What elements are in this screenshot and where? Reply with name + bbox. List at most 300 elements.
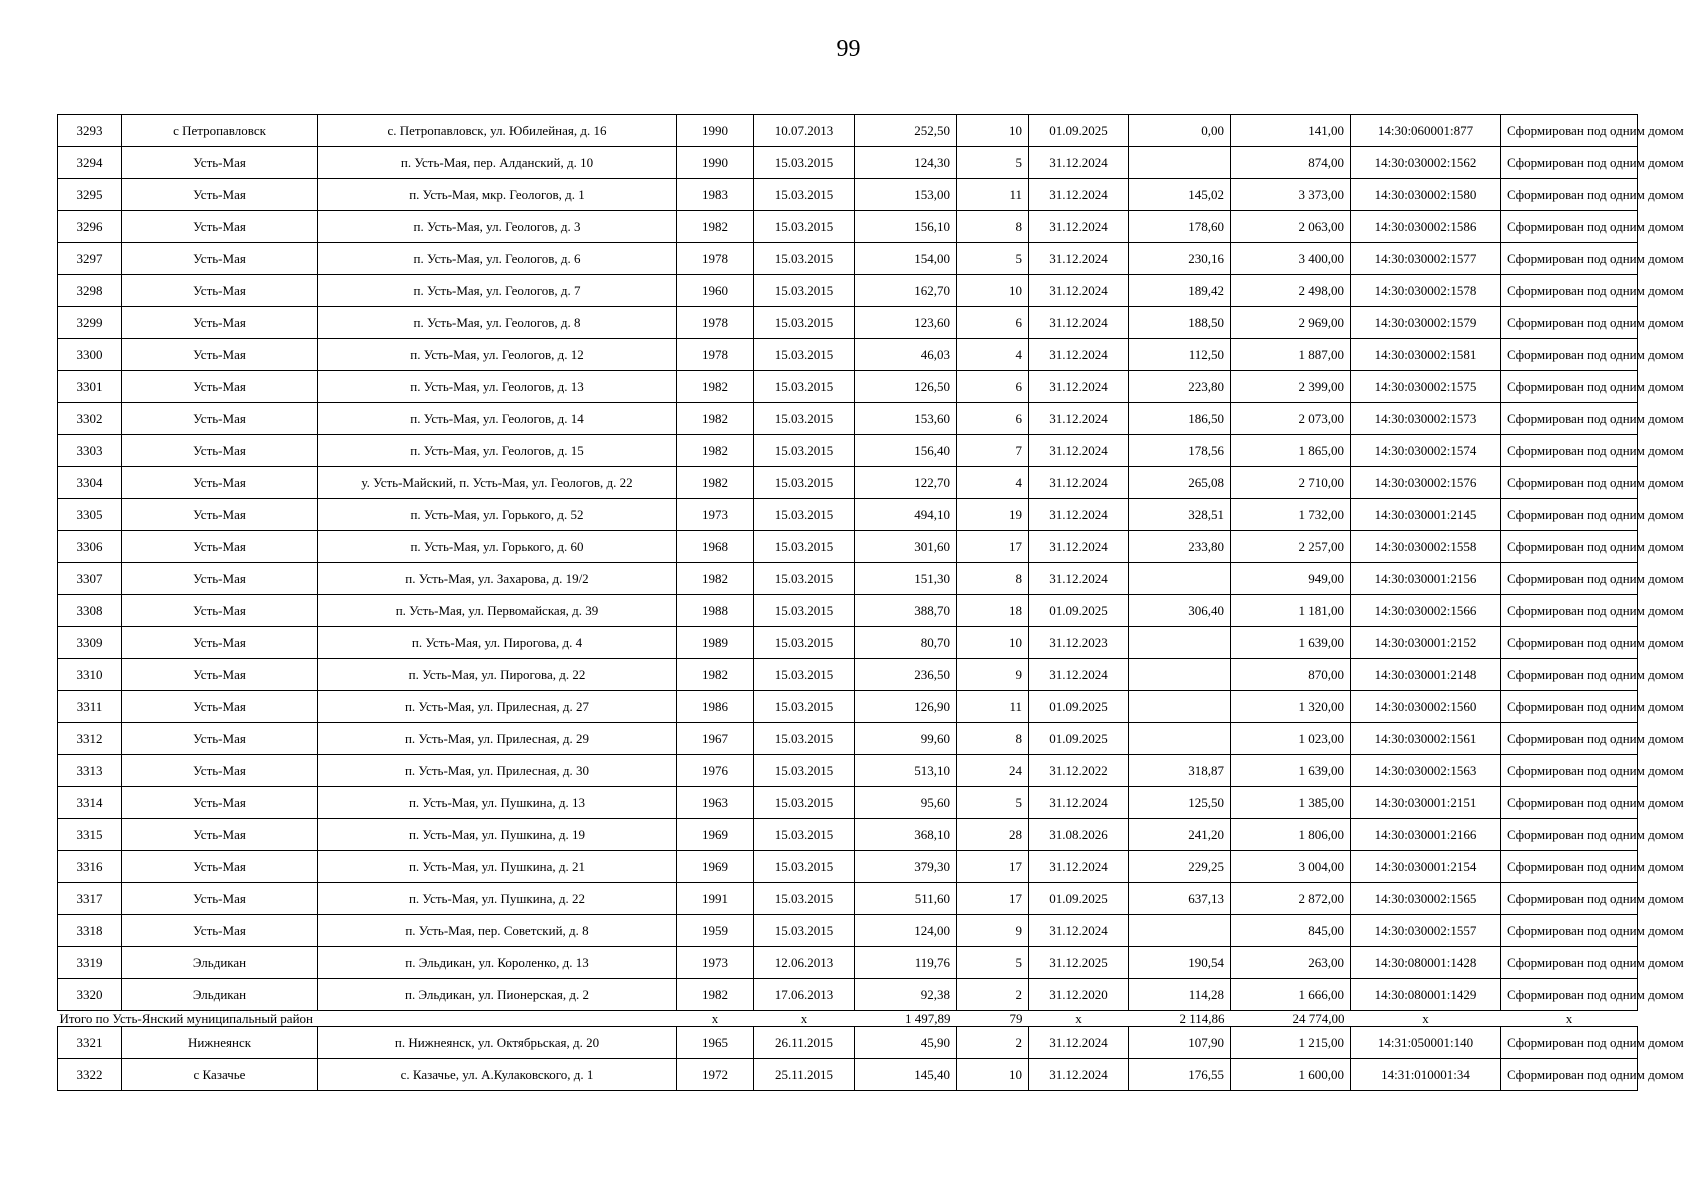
- row-number-cell: 3303: [58, 435, 122, 467]
- table-row: [58, 435, 1638, 467]
- total-sum-cell: 24 774,00: [1231, 1011, 1351, 1027]
- row-number-cell: 3314: [58, 787, 122, 819]
- date-cell: 15.03.2015: [754, 531, 855, 563]
- area-cell: 124,00: [855, 915, 957, 947]
- date-cell: 15.03.2015: [754, 467, 855, 499]
- status-cell: Сформирован под одним домом: [1501, 467, 1638, 499]
- total-cadastral-cell: x: [1351, 1011, 1501, 1027]
- cadastral-cell: 14:30:080001:1429: [1351, 979, 1501, 1011]
- date-cell: 15.03.2015: [754, 755, 855, 787]
- address-cell: п. Усть-Мая, ул. Прилесная, д. 30: [318, 755, 677, 787]
- status-cell: Сформирован под одним домом: [1501, 211, 1638, 243]
- sum-cell: 3 004,00: [1231, 851, 1351, 883]
- area-cell: 154,00: [855, 243, 957, 275]
- status-cell: Сформирован под одним домом: [1501, 563, 1638, 595]
- cadastral-cell: 14:30:030002:1573: [1351, 403, 1501, 435]
- sum-cell: 1 600,00: [1231, 1059, 1351, 1091]
- locality-cell: Усть-Мая: [122, 403, 318, 435]
- address-cell: п. Усть-Мая, ул. Пирогова, д. 4: [318, 627, 677, 659]
- locality-cell: Усть-Мая: [122, 339, 318, 371]
- cadastral-cell: 14:30:030002:1574: [1351, 435, 1501, 467]
- area2-cell: 114,28: [1129, 979, 1231, 1011]
- total-deadline-cell: x: [1029, 1011, 1129, 1027]
- locality-cell: Усть-Мая: [122, 883, 318, 915]
- register-table-body: [58, 115, 1684, 1091]
- date-cell: 15.03.2015: [754, 915, 855, 947]
- year-cell: 1973: [677, 947, 754, 979]
- deadline-cell: 31.12.2024: [1029, 467, 1129, 499]
- status-cell: Сформирован под одним домом: [1501, 691, 1638, 723]
- area-cell: 153,60: [855, 403, 957, 435]
- cadastral-cell: 14:30:030001:2154: [1351, 851, 1501, 883]
- deadline-cell: 31.12.2024: [1029, 915, 1129, 947]
- cadastral-cell: 14:30:030002:1566: [1351, 595, 1501, 627]
- cadastral-cell: 14:30:030001:2156: [1351, 563, 1501, 595]
- year-cell: 1982: [677, 435, 754, 467]
- locality-cell: Усть-Мая: [122, 243, 318, 275]
- register-table: [57, 114, 1684, 1091]
- deadline-cell: 01.09.2025: [1029, 723, 1129, 755]
- date-cell: 15.03.2015: [754, 659, 855, 691]
- locality-cell: Усть-Мая: [122, 179, 318, 211]
- row-number-cell: 3295: [58, 179, 122, 211]
- address-cell: п. Усть-Мая, ул. Прилесная, д. 29: [318, 723, 677, 755]
- date-cell: 15.03.2015: [754, 595, 855, 627]
- cadastral-cell: 14:30:030001:2151: [1351, 787, 1501, 819]
- deadline-cell: 01.09.2025: [1029, 115, 1129, 147]
- cadastral-cell: 14:30:030002:1563: [1351, 755, 1501, 787]
- sum-cell: 1 806,00: [1231, 819, 1351, 851]
- cadastral-cell: 14:30:030002:1576: [1351, 467, 1501, 499]
- deadline-cell: 31.12.2024: [1029, 531, 1129, 563]
- table-row: [58, 1059, 1638, 1091]
- status-cell: Сформирован под одним домом: [1501, 979, 1638, 1011]
- address-cell: п. Усть-Мая, ул. Геологов, д. 12: [318, 339, 677, 371]
- status-cell: Сформирован под одним домом: [1501, 819, 1638, 851]
- area-cell: 388,70: [855, 595, 957, 627]
- deadline-cell: 31.12.2024: [1029, 563, 1129, 595]
- deadline-cell: 31.12.2024: [1029, 851, 1129, 883]
- year-cell: 1982: [677, 211, 754, 243]
- locality-cell: Усть-Мая: [122, 755, 318, 787]
- count-cell: 5: [957, 947, 1029, 979]
- sum-cell: 949,00: [1231, 563, 1351, 595]
- row-number-cell: 3311: [58, 691, 122, 723]
- area-cell: 45,90: [855, 1027, 957, 1059]
- row-number-cell: 3307: [58, 563, 122, 595]
- status-cell: Сформирован под одним домом: [1501, 179, 1638, 211]
- date-cell: 15.03.2015: [754, 627, 855, 659]
- cadastral-cell: 14:30:030001:2166: [1351, 819, 1501, 851]
- deadline-cell: 31.12.2024: [1029, 1027, 1129, 1059]
- date-cell: 15.03.2015: [754, 179, 855, 211]
- cadastral-cell: 14:30:030001:2148: [1351, 659, 1501, 691]
- address-cell: п. Усть-Мая, ул. Пушкина, д. 19: [318, 819, 677, 851]
- row-number-cell: 3305: [58, 499, 122, 531]
- sum-cell: 2 063,00: [1231, 211, 1351, 243]
- status-cell: Сформирован под одним домом: [1501, 275, 1638, 307]
- area-cell: 126,90: [855, 691, 957, 723]
- locality-cell: Усть-Мая: [122, 627, 318, 659]
- table-row: [58, 307, 1638, 339]
- row-number-cell: 3310: [58, 659, 122, 691]
- row-number-cell: 3309: [58, 627, 122, 659]
- row-number-cell: 3321: [58, 1027, 122, 1059]
- date-cell: 15.03.2015: [754, 851, 855, 883]
- area-cell: 151,30: [855, 563, 957, 595]
- address-cell: п. Эльдикан, ул. Короленко, д. 13: [318, 947, 677, 979]
- cadastral-cell: 14:30:080001:1428: [1351, 947, 1501, 979]
- deadline-cell: 31.12.2024: [1029, 147, 1129, 179]
- address-cell: у. Усть-Майский, п. Усть-Мая, ул. Геологов, д. 22: [318, 467, 677, 499]
- status-cell: Сформирован под одним домом: [1501, 1059, 1638, 1091]
- cadastral-cell: 14:30:030002:1558: [1351, 531, 1501, 563]
- area2-cell: [1129, 691, 1231, 723]
- locality-cell: с Казачье: [122, 1059, 318, 1091]
- cadastral-cell: 14:30:030001:2152: [1351, 627, 1501, 659]
- area2-cell: 230,16: [1129, 243, 1231, 275]
- deadline-cell: 31.12.2024: [1029, 339, 1129, 371]
- count-cell: 17: [957, 531, 1029, 563]
- area-cell: 123,60: [855, 307, 957, 339]
- status-cell: Сформирован под одним домом: [1501, 339, 1638, 371]
- count-cell: 6: [957, 403, 1029, 435]
- date-cell: 10.07.2013: [754, 115, 855, 147]
- table-row: [58, 659, 1638, 691]
- date-cell: 15.03.2015: [754, 275, 855, 307]
- cadastral-cell: 14:30:030001:2145: [1351, 499, 1501, 531]
- address-cell: п. Усть-Мая, ул. Прилесная, д. 27: [318, 691, 677, 723]
- date-cell: 15.03.2015: [754, 787, 855, 819]
- locality-cell: Усть-Мая: [122, 915, 318, 947]
- year-cell: 1982: [677, 979, 754, 1011]
- deadline-cell: 31.12.2024: [1029, 435, 1129, 467]
- locality-cell: Нижнеянск: [122, 1027, 318, 1059]
- count-cell: 6: [957, 307, 1029, 339]
- address-cell: п. Усть-Мая, ул. Геологов, д. 7: [318, 275, 677, 307]
- total-year-cell: x: [677, 1011, 754, 1027]
- area2-cell: 178,60: [1129, 211, 1231, 243]
- area-cell: 80,70: [855, 627, 957, 659]
- area-cell: 368,10: [855, 819, 957, 851]
- year-cell: 1982: [677, 563, 754, 595]
- table-row: [58, 627, 1638, 659]
- sum-cell: 2 399,00: [1231, 371, 1351, 403]
- deadline-cell: 31.12.2024: [1029, 371, 1129, 403]
- count-cell: 9: [957, 659, 1029, 691]
- deadline-cell: 31.12.2024: [1029, 211, 1129, 243]
- area2-cell: [1129, 723, 1231, 755]
- row-number-cell: 3299: [58, 307, 122, 339]
- area2-cell: [1129, 147, 1231, 179]
- deadline-cell: 01.09.2025: [1029, 691, 1129, 723]
- deadline-cell: 31.12.2024: [1029, 1059, 1129, 1091]
- count-cell: 5: [957, 243, 1029, 275]
- area2-cell: 186,50: [1129, 403, 1231, 435]
- total-date-cell: x: [754, 1011, 855, 1027]
- sum-cell: 1 639,00: [1231, 627, 1351, 659]
- table-row: [58, 371, 1638, 403]
- address-cell: п. Усть-Мая, ул. Геологов, д. 13: [318, 371, 677, 403]
- area2-cell: [1129, 915, 1231, 947]
- area-cell: 153,00: [855, 179, 957, 211]
- year-cell: 1973: [677, 499, 754, 531]
- address-cell: п. Усть-Мая, ул. Геологов, д. 3: [318, 211, 677, 243]
- date-cell: 15.03.2015: [754, 147, 855, 179]
- area-cell: 156,40: [855, 435, 957, 467]
- sum-cell: 1 385,00: [1231, 787, 1351, 819]
- locality-cell: с Петропавловск: [122, 115, 318, 147]
- table-row: [58, 467, 1638, 499]
- sum-cell: 3 400,00: [1231, 243, 1351, 275]
- address-cell: п. Усть-Мая, ул. Пушкина, д. 22: [318, 883, 677, 915]
- year-cell: 1990: [677, 147, 754, 179]
- status-cell: Сформирован под одним домом: [1501, 243, 1638, 275]
- year-cell: 1989: [677, 627, 754, 659]
- count-cell: 10: [957, 275, 1029, 307]
- row-number-cell: 3296: [58, 211, 122, 243]
- status-cell: Сформирован под одним домом: [1501, 307, 1638, 339]
- locality-cell: Усть-Мая: [122, 531, 318, 563]
- area2-cell: 0,00: [1129, 115, 1231, 147]
- deadline-cell: 31.12.2024: [1029, 243, 1129, 275]
- date-cell: 15.03.2015: [754, 691, 855, 723]
- table-row: [58, 211, 1638, 243]
- area2-cell: 328,51: [1129, 499, 1231, 531]
- area2-cell: 306,40: [1129, 595, 1231, 627]
- table-row: [58, 979, 1638, 1011]
- locality-cell: Усть-Мая: [122, 307, 318, 339]
- table-row: [58, 179, 1638, 211]
- status-cell: Сформирован под одним домом: [1501, 115, 1638, 147]
- year-cell: 1965: [677, 1027, 754, 1059]
- status-cell: Сформирован под одним домом: [1501, 947, 1638, 979]
- date-cell: 26.11.2015: [754, 1027, 855, 1059]
- sum-cell: 3 373,00: [1231, 179, 1351, 211]
- area-cell: 511,60: [855, 883, 957, 915]
- year-cell: 1983: [677, 179, 754, 211]
- table-row: [58, 403, 1638, 435]
- status-cell: Сформирован под одним домом: [1501, 787, 1638, 819]
- deadline-cell: 31.08.2026: [1029, 819, 1129, 851]
- table-row: [58, 115, 1638, 147]
- row-number-cell: 3315: [58, 819, 122, 851]
- count-cell: 11: [957, 691, 1029, 723]
- cadastral-cell: 14:30:030002:1580: [1351, 179, 1501, 211]
- sum-cell: 263,00: [1231, 947, 1351, 979]
- address-cell: п. Усть-Мая, пер. Алданский, д. 10: [318, 147, 677, 179]
- status-cell: Сформирован под одним домом: [1501, 883, 1638, 915]
- area2-cell: 233,80: [1129, 531, 1231, 563]
- cadastral-cell: 14:30:030002:1560: [1351, 691, 1501, 723]
- row-number-cell: 3322: [58, 1059, 122, 1091]
- address-cell: п. Усть-Мая, ул. Первомайская, д. 39: [318, 595, 677, 627]
- address-cell: п. Усть-Мая, ул. Горького, д. 60: [318, 531, 677, 563]
- locality-cell: Усть-Мая: [122, 851, 318, 883]
- address-cell: с. Казачье, ул. А.Кулаковского, д. 1: [318, 1059, 677, 1091]
- count-cell: 8: [957, 211, 1029, 243]
- table-row: [58, 339, 1638, 371]
- deadline-cell: 01.09.2025: [1029, 595, 1129, 627]
- count-cell: 24: [957, 755, 1029, 787]
- table-row: [58, 787, 1638, 819]
- date-cell: 15.03.2015: [754, 723, 855, 755]
- area2-cell: 637,13: [1129, 883, 1231, 915]
- locality-cell: Усть-Мая: [122, 211, 318, 243]
- count-cell: 2: [957, 1027, 1029, 1059]
- sum-cell: 845,00: [1231, 915, 1351, 947]
- cadastral-cell: 14:30:030002:1562: [1351, 147, 1501, 179]
- count-cell: 5: [957, 787, 1029, 819]
- area-cell: 126,50: [855, 371, 957, 403]
- year-cell: 1969: [677, 851, 754, 883]
- year-cell: 1990: [677, 115, 754, 147]
- count-cell: 8: [957, 723, 1029, 755]
- date-cell: 15.03.2015: [754, 403, 855, 435]
- table-row: [58, 883, 1638, 915]
- area2-cell: 223,80: [1129, 371, 1231, 403]
- cadastral-cell: 14:31:010001:34: [1351, 1059, 1501, 1091]
- year-cell: 1991: [677, 883, 754, 915]
- deadline-cell: 01.09.2025: [1029, 883, 1129, 915]
- area2-cell: 176,55: [1129, 1059, 1231, 1091]
- address-cell: п. Усть-Мая, ул. Геологов, д. 6: [318, 243, 677, 275]
- address-cell: п. Усть-Мая, ул. Горького, д. 52: [318, 499, 677, 531]
- year-cell: 1982: [677, 403, 754, 435]
- locality-cell: Усть-Мая: [122, 147, 318, 179]
- area-cell: 46,03: [855, 339, 957, 371]
- cadastral-cell: 14:30:030002:1581: [1351, 339, 1501, 371]
- row-number-cell: 3298: [58, 275, 122, 307]
- row-number-cell: 3301: [58, 371, 122, 403]
- locality-cell: Усть-Мая: [122, 723, 318, 755]
- count-cell: 10: [957, 115, 1029, 147]
- date-cell: 15.03.2015: [754, 563, 855, 595]
- status-cell: Сформирован под одним домом: [1501, 723, 1638, 755]
- status-cell: Сформирован под одним домом: [1501, 755, 1638, 787]
- date-cell: 12.06.2013: [754, 947, 855, 979]
- row-number-cell: 3318: [58, 915, 122, 947]
- area-cell: 513,10: [855, 755, 957, 787]
- area2-cell: 178,56: [1129, 435, 1231, 467]
- cadastral-cell: 14:30:030002:1578: [1351, 275, 1501, 307]
- area-cell: 379,30: [855, 851, 957, 883]
- area2-cell: 189,42: [1129, 275, 1231, 307]
- deadline-cell: 31.12.2024: [1029, 307, 1129, 339]
- locality-cell: Усть-Мая: [122, 659, 318, 691]
- year-cell: 1963: [677, 787, 754, 819]
- sum-cell: 1 639,00: [1231, 755, 1351, 787]
- status-cell: Сформирован под одним домом: [1501, 627, 1638, 659]
- locality-cell: Усть-Мая: [122, 691, 318, 723]
- date-cell: 15.03.2015: [754, 371, 855, 403]
- count-cell: 18: [957, 595, 1029, 627]
- date-cell: 17.06.2013: [754, 979, 855, 1011]
- table-row: [58, 275, 1638, 307]
- row-number-cell: 3306: [58, 531, 122, 563]
- deadline-cell: 31.12.2024: [1029, 499, 1129, 531]
- cadastral-cell: 14:31:050001:140: [1351, 1027, 1501, 1059]
- row-number-cell: 3294: [58, 147, 122, 179]
- count-cell: 4: [957, 467, 1029, 499]
- address-cell: п. Усть-Мая, мкр. Геологов, д. 1: [318, 179, 677, 211]
- status-cell: Сформирован под одним домом: [1501, 1027, 1638, 1059]
- year-cell: 1982: [677, 467, 754, 499]
- area-cell: 99,60: [855, 723, 957, 755]
- locality-cell: Эльдикан: [122, 947, 318, 979]
- row-number-cell: 3312: [58, 723, 122, 755]
- address-cell: п. Усть-Мая, ул. Геологов, д. 14: [318, 403, 677, 435]
- area2-cell: [1129, 627, 1231, 659]
- cadastral-cell: 14:30:030002:1579: [1351, 307, 1501, 339]
- area2-cell: 190,54: [1129, 947, 1231, 979]
- deadline-cell: 31.12.2024: [1029, 659, 1129, 691]
- row-number-cell: 3320: [58, 979, 122, 1011]
- year-cell: 1968: [677, 531, 754, 563]
- area-cell: 95,60: [855, 787, 957, 819]
- area2-cell: 107,90: [1129, 1027, 1231, 1059]
- status-cell: Сформирован под одним домом: [1501, 435, 1638, 467]
- address-cell: п. Усть-Мая, пер. Советский, д. 8: [318, 915, 677, 947]
- area2-cell: 265,08: [1129, 467, 1231, 499]
- row-number-cell: 3313: [58, 755, 122, 787]
- row-number-cell: 3293: [58, 115, 122, 147]
- cadastral-cell: 14:30:030002:1577: [1351, 243, 1501, 275]
- area-cell: 301,60: [855, 531, 957, 563]
- status-cell: Сформирован под одним домом: [1501, 915, 1638, 947]
- year-cell: 1982: [677, 371, 754, 403]
- area2-cell: [1129, 563, 1231, 595]
- year-cell: 1986: [677, 691, 754, 723]
- cadastral-cell: 14:30:030002:1561: [1351, 723, 1501, 755]
- deadline-cell: 31.12.2023: [1029, 627, 1129, 659]
- date-cell: 15.03.2015: [754, 307, 855, 339]
- sum-cell: 2 969,00: [1231, 307, 1351, 339]
- date-cell: 25.11.2015: [754, 1059, 855, 1091]
- status-cell: Сформирован под одним домом: [1501, 147, 1638, 179]
- table-row: [58, 147, 1638, 179]
- row-number-cell: 3316: [58, 851, 122, 883]
- year-cell: 1960: [677, 275, 754, 307]
- count-cell: 17: [957, 883, 1029, 915]
- sum-cell: 2 257,00: [1231, 531, 1351, 563]
- date-cell: 15.03.2015: [754, 211, 855, 243]
- total-area2-cell: 2 114,86: [1129, 1011, 1231, 1027]
- sum-cell: 1 887,00: [1231, 339, 1351, 371]
- table-row: [58, 243, 1638, 275]
- cadastral-cell: 14:30:060001:877: [1351, 115, 1501, 147]
- cadastral-cell: 14:30:030002:1586: [1351, 211, 1501, 243]
- area-cell: 92,38: [855, 979, 957, 1011]
- deadline-cell: 31.12.2022: [1029, 755, 1129, 787]
- total-status-cell: x: [1501, 1011, 1638, 1027]
- sum-cell: 1 320,00: [1231, 691, 1351, 723]
- total-row: [58, 1011, 1638, 1027]
- sum-cell: 1 732,00: [1231, 499, 1351, 531]
- year-cell: 1988: [677, 595, 754, 627]
- locality-cell: Усть-Мая: [122, 595, 318, 627]
- area2-cell: 188,50: [1129, 307, 1231, 339]
- year-cell: 1978: [677, 339, 754, 371]
- date-cell: 15.03.2015: [754, 819, 855, 851]
- locality-cell: Усть-Мая: [122, 467, 318, 499]
- sum-cell: 1 865,00: [1231, 435, 1351, 467]
- row-number-cell: 3302: [58, 403, 122, 435]
- date-cell: 15.03.2015: [754, 339, 855, 371]
- area-cell: 122,70: [855, 467, 957, 499]
- count-cell: 28: [957, 819, 1029, 851]
- sum-cell: 1 023,00: [1231, 723, 1351, 755]
